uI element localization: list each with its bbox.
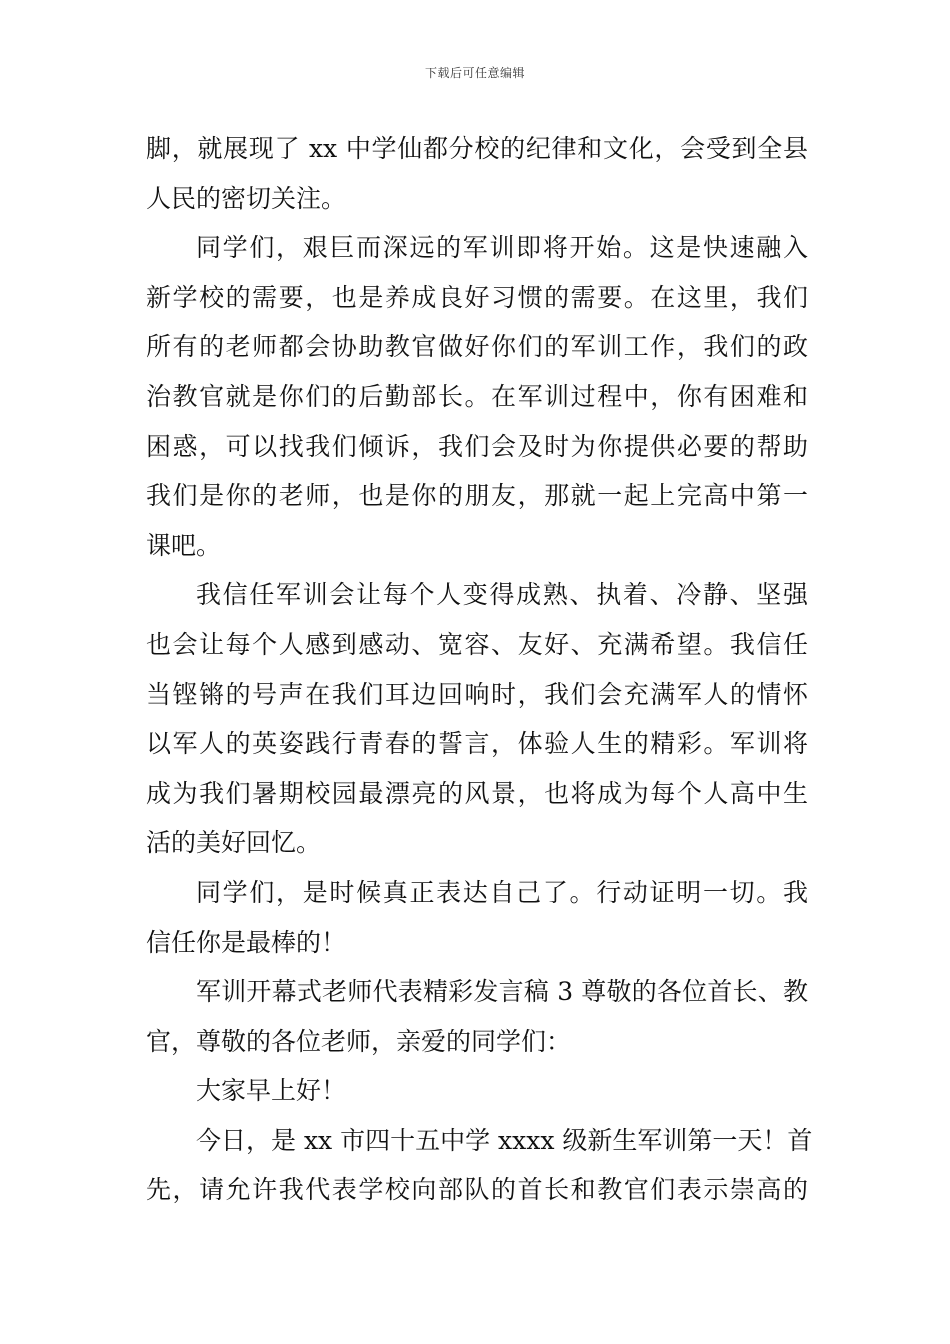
text-line: 官，尊敬的各位老师，亲爱的同学们： [146,1026,572,1056]
text-line: 也会让每个人感到感动、宽容、友好、充满希望。我信任 [146,629,808,659]
text-line: 以军人的英姿践行青春的誓言，体验人生的精彩。军训将 [146,729,808,759]
page-header-note: 下载后可任意编辑 [424,66,525,80]
text-line: 我们是你的老师，也是你的朋友，那就一起上完高中第一 [146,481,808,511]
text-line: 活的美好回忆。 [146,828,322,858]
text-line: 所有的老师都会协助教官做好你们的军训工作，我们的政 [146,332,808,362]
text-line: 今日，是 xx 市四十五中学 xxxx 级新生军训第一天！首 [196,1125,813,1155]
text-line: 困惑，可以找我们倾诉，我们会及时为你提供必要的帮助 [146,431,808,461]
text-line: 当铿锵的号声在我们耳边回响时，我们会充满军人的情怀 [146,679,808,709]
text-line: 人民的密切关注。 [146,183,347,213]
text-line: 脚，就展现了 xx 中学仙都分校的纪律和文化，会受到全县 [146,134,808,163]
text-line: 成为我们暑期校园最漂亮的风景，也将成为每个人高中生 [146,778,808,808]
text-line: 同学们，是时候真正表达自己了。行动证明一切。我 [196,877,808,907]
text-line: 军训开幕式老师代表精彩发言稿 3 尊敬的各位首长、教 [196,977,808,1007]
document-body [146,124,813,1215]
text-line: 先，请允许我代表学校向部队的首长和教官们表示崇高的 [146,1175,808,1205]
text-line: 大家早上好！ [196,1076,347,1106]
text-line: 信任你是最棒的！ [146,927,347,957]
text-line: 治教官就是你们的后勤部长。在军训过程中，你有困难和 [146,381,808,411]
text-line: 同学们，艰巨而深远的军训即将开始。这是快速融入 [196,233,808,263]
text-line: 课吧。 [146,530,222,560]
text-line: 我信任军训会让每个人变得成熟、执着、冷静、坚强 [196,580,808,610]
text-line: 新学校的需要，也是养成良好习惯的需要。在这里，我们 [146,282,808,312]
